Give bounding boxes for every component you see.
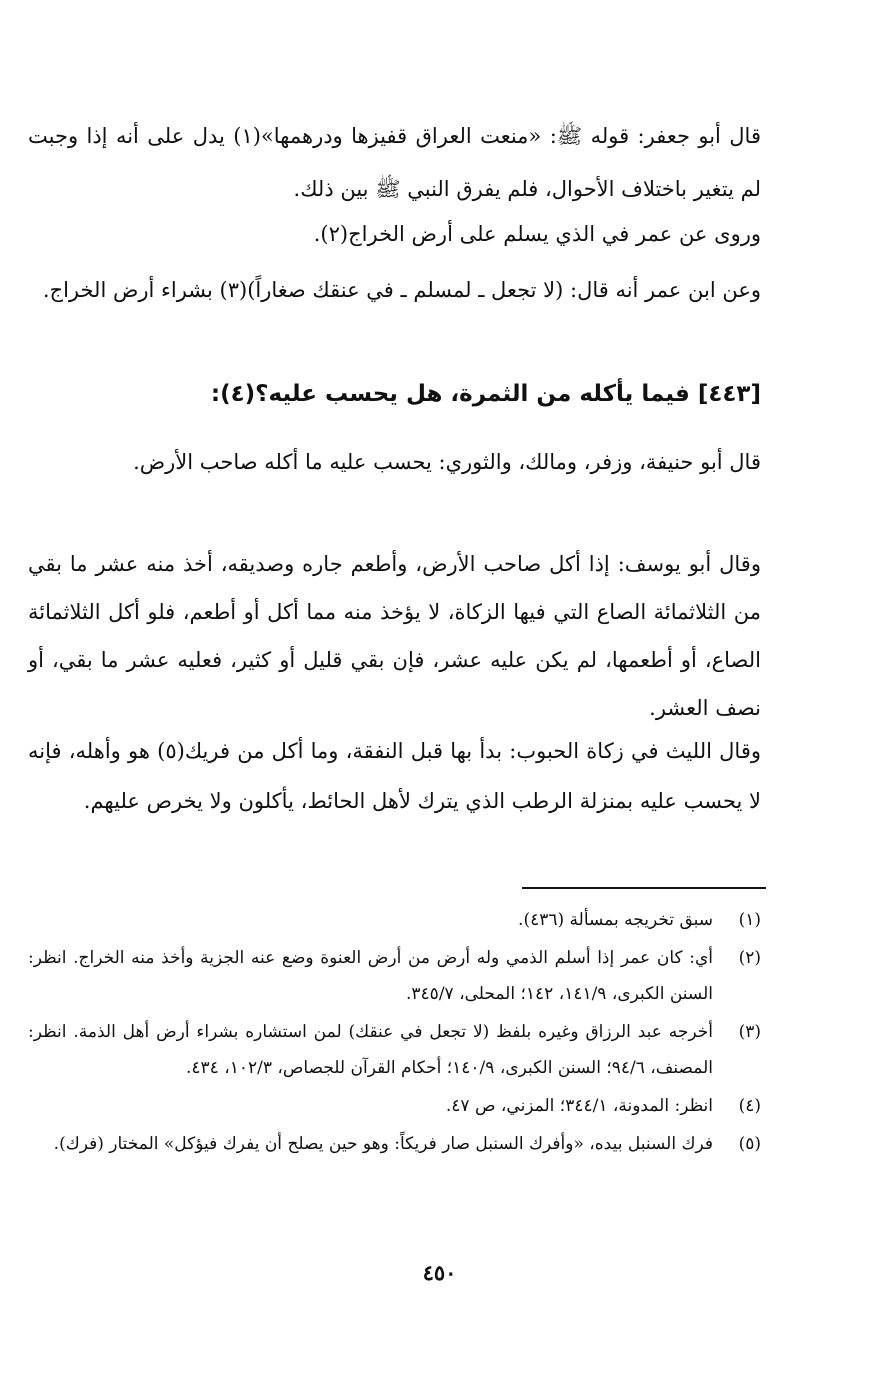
footnote-text: أخرجه عبد الرزاق وغيره بلفظ (لا تجعل في عنقك) لمن استشاره بشراء أرض أهل الذمة. انظر: المصنف، ٩٤/٦؛ السنن الكبرى، ١٤٠/٩؛ أحكام القرآن للجصاص، ١٠٢/٣، ٤٣٤. [28,1022,713,1078]
paragraph-abu-yusuf: وقال أبو يوسف: إذا أكل صاحب الأرض، وأطعم جاره وصديقه، أخذ منه عشر ما بقي من الثلاثمائة الصاع التي فيها الزكاة، لا يؤخذ منه مما أكل أو أطعم، فلو أكل الثلاثمائة الصاع، أو أطعمها، لم يكن عليه عشر، فإن بقي قليل أو كثير، فعليه عشر ما بقي، أو نصف العشر. [28,552,761,720]
footnote-text: أي: كان عمر إذا أسلم الذمي وله أرض من أرض العنوة وضع عنه الجزية وأخذ منه الخراج. انظر: السنن الكبرى، ١٤١/٩، ١٤٢؛ المحلى، ٣٤٥/٧. [28,948,713,1004]
paragraph-ibn-umar: وعن ابن عمر أنه قال: (لا تجعل ـ لمسلم ـ في عنقك صغاراً)(٣) بشراء أرض الخراج. [42,278,761,302]
page-number: ٤٥٠ [422,1260,457,1285]
footnote [28,1126,761,1162]
paragraph-abu-hanifa: قال أبو حنيفة، وزفر، ومالك، والثوري: يحسب عليه ما أكله صاحب الأرض. [133,450,761,474]
footnote-number: (١) [738,910,761,930]
footnote-number: (٤) [738,1096,761,1116]
section-heading: [٤٤٣] فيما يأكله من الثمرة، هل يحسب عليه؟(٤): [210,381,761,407]
footnote-number: (٣) [738,1022,761,1042]
footnote-text: انظر: المدونة، ٣٤٤/١؛ المزني، ص ٤٧. [445,1096,713,1116]
footnote-text: فرك السنبل بيده، «وأفرك السنبل صار فريكاً: وهو حين يصلح أن يفرك فيؤكل» المختار (فرك). [53,1134,713,1154]
footnote [28,1014,761,1086]
footnotes-list [28,902,761,1164]
paragraph-laith: وقال الليث في زكاة الحبوب: بدأ بها قبل النفقة، وما أكل من فريك(٥) هو وأهله، فإنه لا يحسب عليه بمنزلة الرطب الذي يترك لأهل الحائط، يأكلون ولا يخرص عليهم. [28,739,761,813]
footnote [28,940,761,1012]
footnote [28,902,761,938]
footnote [28,1088,761,1124]
footnote-text: سبق تخريجه بمسألة (٤٣٦). [518,910,713,930]
footnote-number: (٢) [738,948,761,968]
footnote-divider [522,887,766,889]
paragraph-abu-jafar: قال أبو جعفر: قوله ﷺ: «منعت العراق قفيزها ودرهمها»(١) يدل على أنه إذا وجبت لم يتغير باختلاف الأحوال، فلم يفرق النبي ﷺ بين ذلك. [28,124,761,201]
paragraph-umar-narration: وروى عن عمر في الذي يسلم على أرض الخراج(٢). [313,222,761,246]
footnote-number: (٥) [738,1134,761,1154]
